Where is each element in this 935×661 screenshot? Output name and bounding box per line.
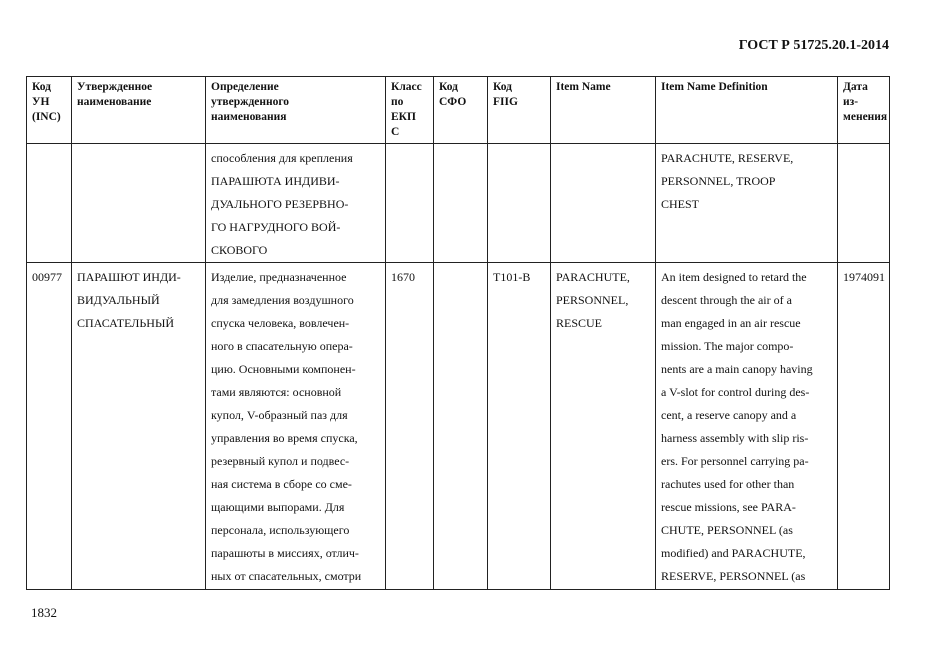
header-line: по	[391, 96, 404, 108]
fiig-cell	[488, 144, 551, 263]
cell-text-line: тами являются: основной	[211, 385, 342, 399]
cell-text-line: парашюты в миссиях, отлич-	[211, 546, 359, 560]
cell-text-line: ВИДУАЛЬНЫЙ	[77, 293, 160, 307]
header-line: УН	[32, 96, 50, 108]
header-change-date	[838, 77, 890, 144]
cell-text-line: СКОВОГО	[211, 243, 268, 257]
header-definition	[206, 77, 386, 144]
document-standard-number: ГОСТ Р 51725.20.1-2014	[738, 38, 889, 53]
class-cell	[386, 144, 434, 263]
header-item-name	[551, 77, 656, 144]
item-name-definition-cell	[656, 263, 838, 590]
sfo-cell	[434, 144, 488, 263]
cell-text-line: ГО НАГРУДНОГО ВОЙ-	[211, 220, 341, 234]
item-name-definition-cell	[656, 144, 838, 263]
cell-text-line: персонала, использующего	[211, 523, 350, 537]
header-line: Item Name	[556, 81, 611, 93]
spec-table	[26, 76, 890, 590]
change-date-cell	[838, 144, 890, 263]
page-number: 1832	[31, 605, 57, 620]
header-line: FIIG	[493, 96, 518, 108]
header-line: Утвержденное	[77, 81, 153, 93]
cell-text-line: резервный купол и подвес-	[211, 454, 350, 468]
header-line: наименование	[77, 96, 152, 108]
cell-text-line: modified) and PARACHUTE,	[661, 546, 806, 560]
cell-text-line: PERSONNEL,	[556, 293, 629, 307]
cell-text-line: способления для крепления	[211, 151, 353, 165]
cell-text-line: harness assembly with slip ris-	[661, 431, 809, 445]
cell-text-line: nents are a main canopy having	[661, 362, 813, 376]
cell-text-line: для замедления воздушного	[211, 293, 354, 307]
cell-text-line: mission. The major compo-	[661, 339, 794, 353]
header-line: Код	[439, 81, 459, 93]
cell-text-line: PARACHUTE,	[556, 270, 630, 284]
header-class	[386, 77, 434, 144]
cell-text-line: Изделие, предназначенное	[211, 270, 347, 284]
cell-text-line: 00977	[32, 270, 62, 284]
cell-text-line: СПАСАТЕЛЬНЫЙ	[77, 316, 175, 330]
inc-cell	[27, 144, 72, 263]
cell-text-line: купол, V-образный паз для	[211, 408, 348, 422]
change-date-cell	[838, 263, 890, 590]
cell-text-line: ПАРАШЮТА ИНДИВИ-	[211, 174, 340, 188]
table-row	[27, 263, 890, 590]
cell-text-line: цию. Основными компонен-	[211, 362, 356, 376]
cell-text-line: T101-B	[493, 270, 531, 284]
cell-text-line: спуска человека, вовлечен-	[211, 316, 350, 330]
cell-text-line: CHEST	[661, 197, 700, 211]
definition-cell	[206, 144, 386, 263]
header-line: Код	[493, 81, 513, 93]
header-line: ЕКП	[391, 111, 416, 123]
header-fiig	[488, 77, 551, 144]
header-approved-name	[72, 77, 206, 144]
cell-text-line: ПАРАШЮТ ИНДИ-	[77, 270, 181, 284]
cell-text-line: щающими выпорами. Для	[211, 500, 345, 514]
header-line: утвержденного	[211, 96, 290, 108]
header-line: Дата из-	[843, 81, 868, 108]
cell-text-line: RESCUE	[556, 316, 603, 330]
header-line: наименования	[211, 111, 287, 123]
approved-name-cell	[72, 263, 206, 590]
cell-text-line: RESERVE, PERSONNEL (as	[661, 569, 806, 583]
table-row	[27, 144, 890, 263]
table-header-row	[27, 77, 890, 144]
cell-text-line: man engaged in an air rescue	[661, 316, 801, 330]
header-item-name-definition	[656, 77, 838, 144]
header-line: менения	[843, 111, 888, 123]
cell-text-line: 1670	[391, 270, 415, 284]
cell-text-line: rachutes used for other than	[661, 477, 795, 491]
item-name-cell	[551, 263, 656, 590]
inc-cell	[27, 263, 72, 590]
definition-cell	[206, 263, 386, 590]
header-line: СФО	[439, 96, 467, 108]
approved-name-cell	[72, 144, 206, 263]
cell-text-line: 1974091	[843, 270, 885, 284]
cell-text-line: a V-slot for control during des-	[661, 385, 810, 399]
header-line: Код	[32, 81, 52, 93]
cell-text-line: rescue missions, see PARA-	[661, 500, 796, 514]
header-line: Класс	[391, 81, 422, 93]
header-line: С	[391, 126, 400, 138]
header-inc	[27, 77, 72, 144]
cell-text-line: An item designed to retard the	[661, 270, 807, 284]
header-line: (INC)	[32, 111, 61, 123]
header-sfo	[434, 77, 488, 144]
cell-text-line: cent, a reserve canopy and a	[661, 408, 797, 422]
cell-text-line: PARACHUTE, RESERVE,	[661, 151, 794, 165]
header-line: Определение	[211, 81, 279, 93]
header-line: Item Name Definition	[661, 81, 768, 93]
sfo-cell	[434, 263, 488, 590]
cell-text-line: descent through the air of a	[661, 293, 792, 307]
cell-text-line: управления во время спуска,	[211, 431, 358, 445]
item-name-cell	[551, 144, 656, 263]
fiig-cell	[488, 263, 551, 590]
class-cell	[386, 263, 434, 590]
cell-text-line: ных от спасательных, смотри	[211, 569, 362, 583]
cell-text-line: ная система в сборе со сме-	[211, 477, 352, 491]
cell-text-line: ДУАЛЬНОГО РЕЗЕРВНО-	[211, 197, 349, 211]
cell-text-line: ного в спасательную опера-	[211, 339, 353, 353]
cell-text-line: CHUTE, PERSONNEL (as	[661, 523, 793, 537]
cell-text-line: ers. For personnel carrying pa-	[661, 454, 809, 468]
cell-text-line: PERSONNEL, TROOP	[661, 174, 776, 188]
